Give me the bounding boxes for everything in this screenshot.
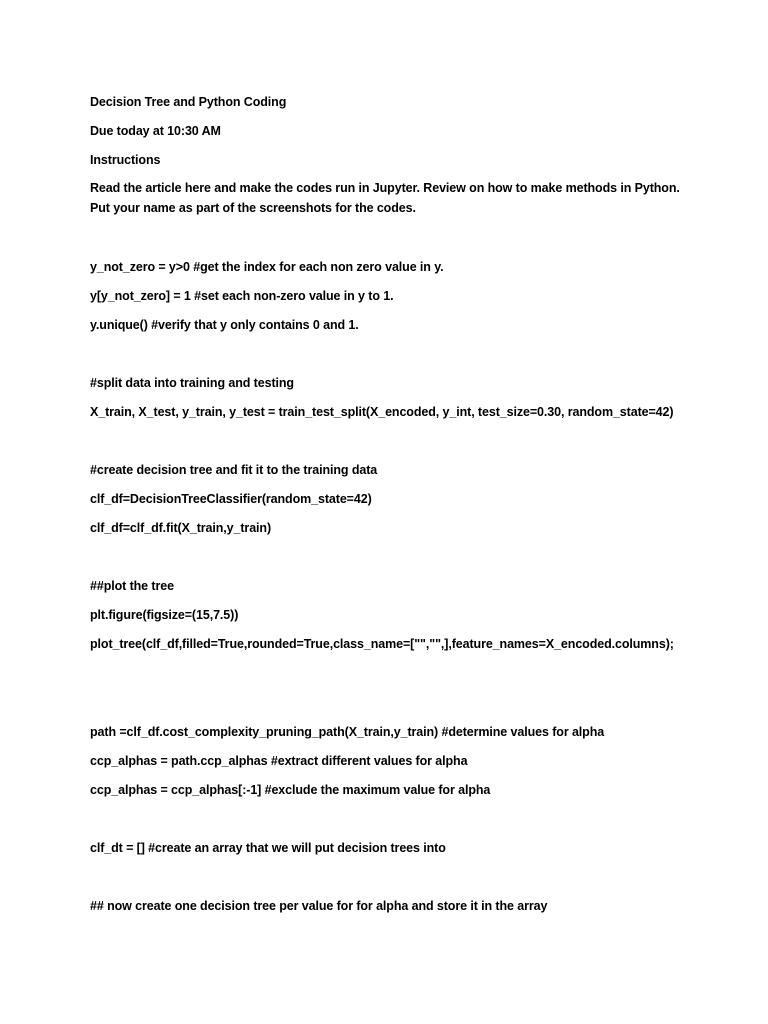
code-line: plot_tree(clf_df,filled=True,rounded=True,class_name=["","",],feature_names=X_encoded.columns); <box>90 637 674 651</box>
code-line: ccp_alphas = path.ccp_alphas #extract different values for alpha <box>90 754 468 768</box>
code-comment: #split data into training and testing <box>90 376 294 390</box>
code-comment: #create decision tree and fit it to the training data <box>90 463 378 477</box>
code-line: y[y_not_zero] = 1 #set each non-zero value in y to 1. <box>90 289 394 303</box>
code-line: plt.figure(figsize=(15,7.5)) <box>90 608 239 622</box>
code-line: clf_dt = [] #create an array that we will put decision trees into <box>90 841 446 855</box>
code-line: ccp_alphas = ccp_alphas[:-1] #exclude the maximum value for alpha <box>90 783 491 797</box>
due-date: Due today at 10:30 AM <box>90 124 221 138</box>
code-line: y.unique() #verify that y only contains 0 and 1. <box>90 318 359 332</box>
instructions-text: Read the article here and make the codes run in Jupyter. Review on how to make methods in Python. Put your name as part of the screenshots for the codes. <box>90 181 680 215</box>
code-line: clf_df=clf_df.fit(X_train,y_train) <box>90 521 272 535</box>
code-line: X_train, X_test, y_train, y_test = train_test_split(X_encoded, y_int, test_size=0.30, random_state=42) <box>90 405 674 419</box>
code-line: path =clf_df.cost_complexity_pruning_path(X_train,y_train) #determine values for alpha <box>90 725 605 739</box>
document-title: Decision Tree and Python Coding <box>90 95 287 109</box>
instructions-heading: Instructions <box>90 153 161 167</box>
code-line: clf_df=DecisionTreeClassifier(random_state=42) <box>90 492 372 506</box>
code-comment: ## now create one decision tree per value for for alpha and store it in the array <box>90 899 548 913</box>
code-line: y_not_zero = y>0 #get the index for each non zero value in y. <box>90 260 444 274</box>
code-comment: ##plot the tree <box>90 579 174 593</box>
